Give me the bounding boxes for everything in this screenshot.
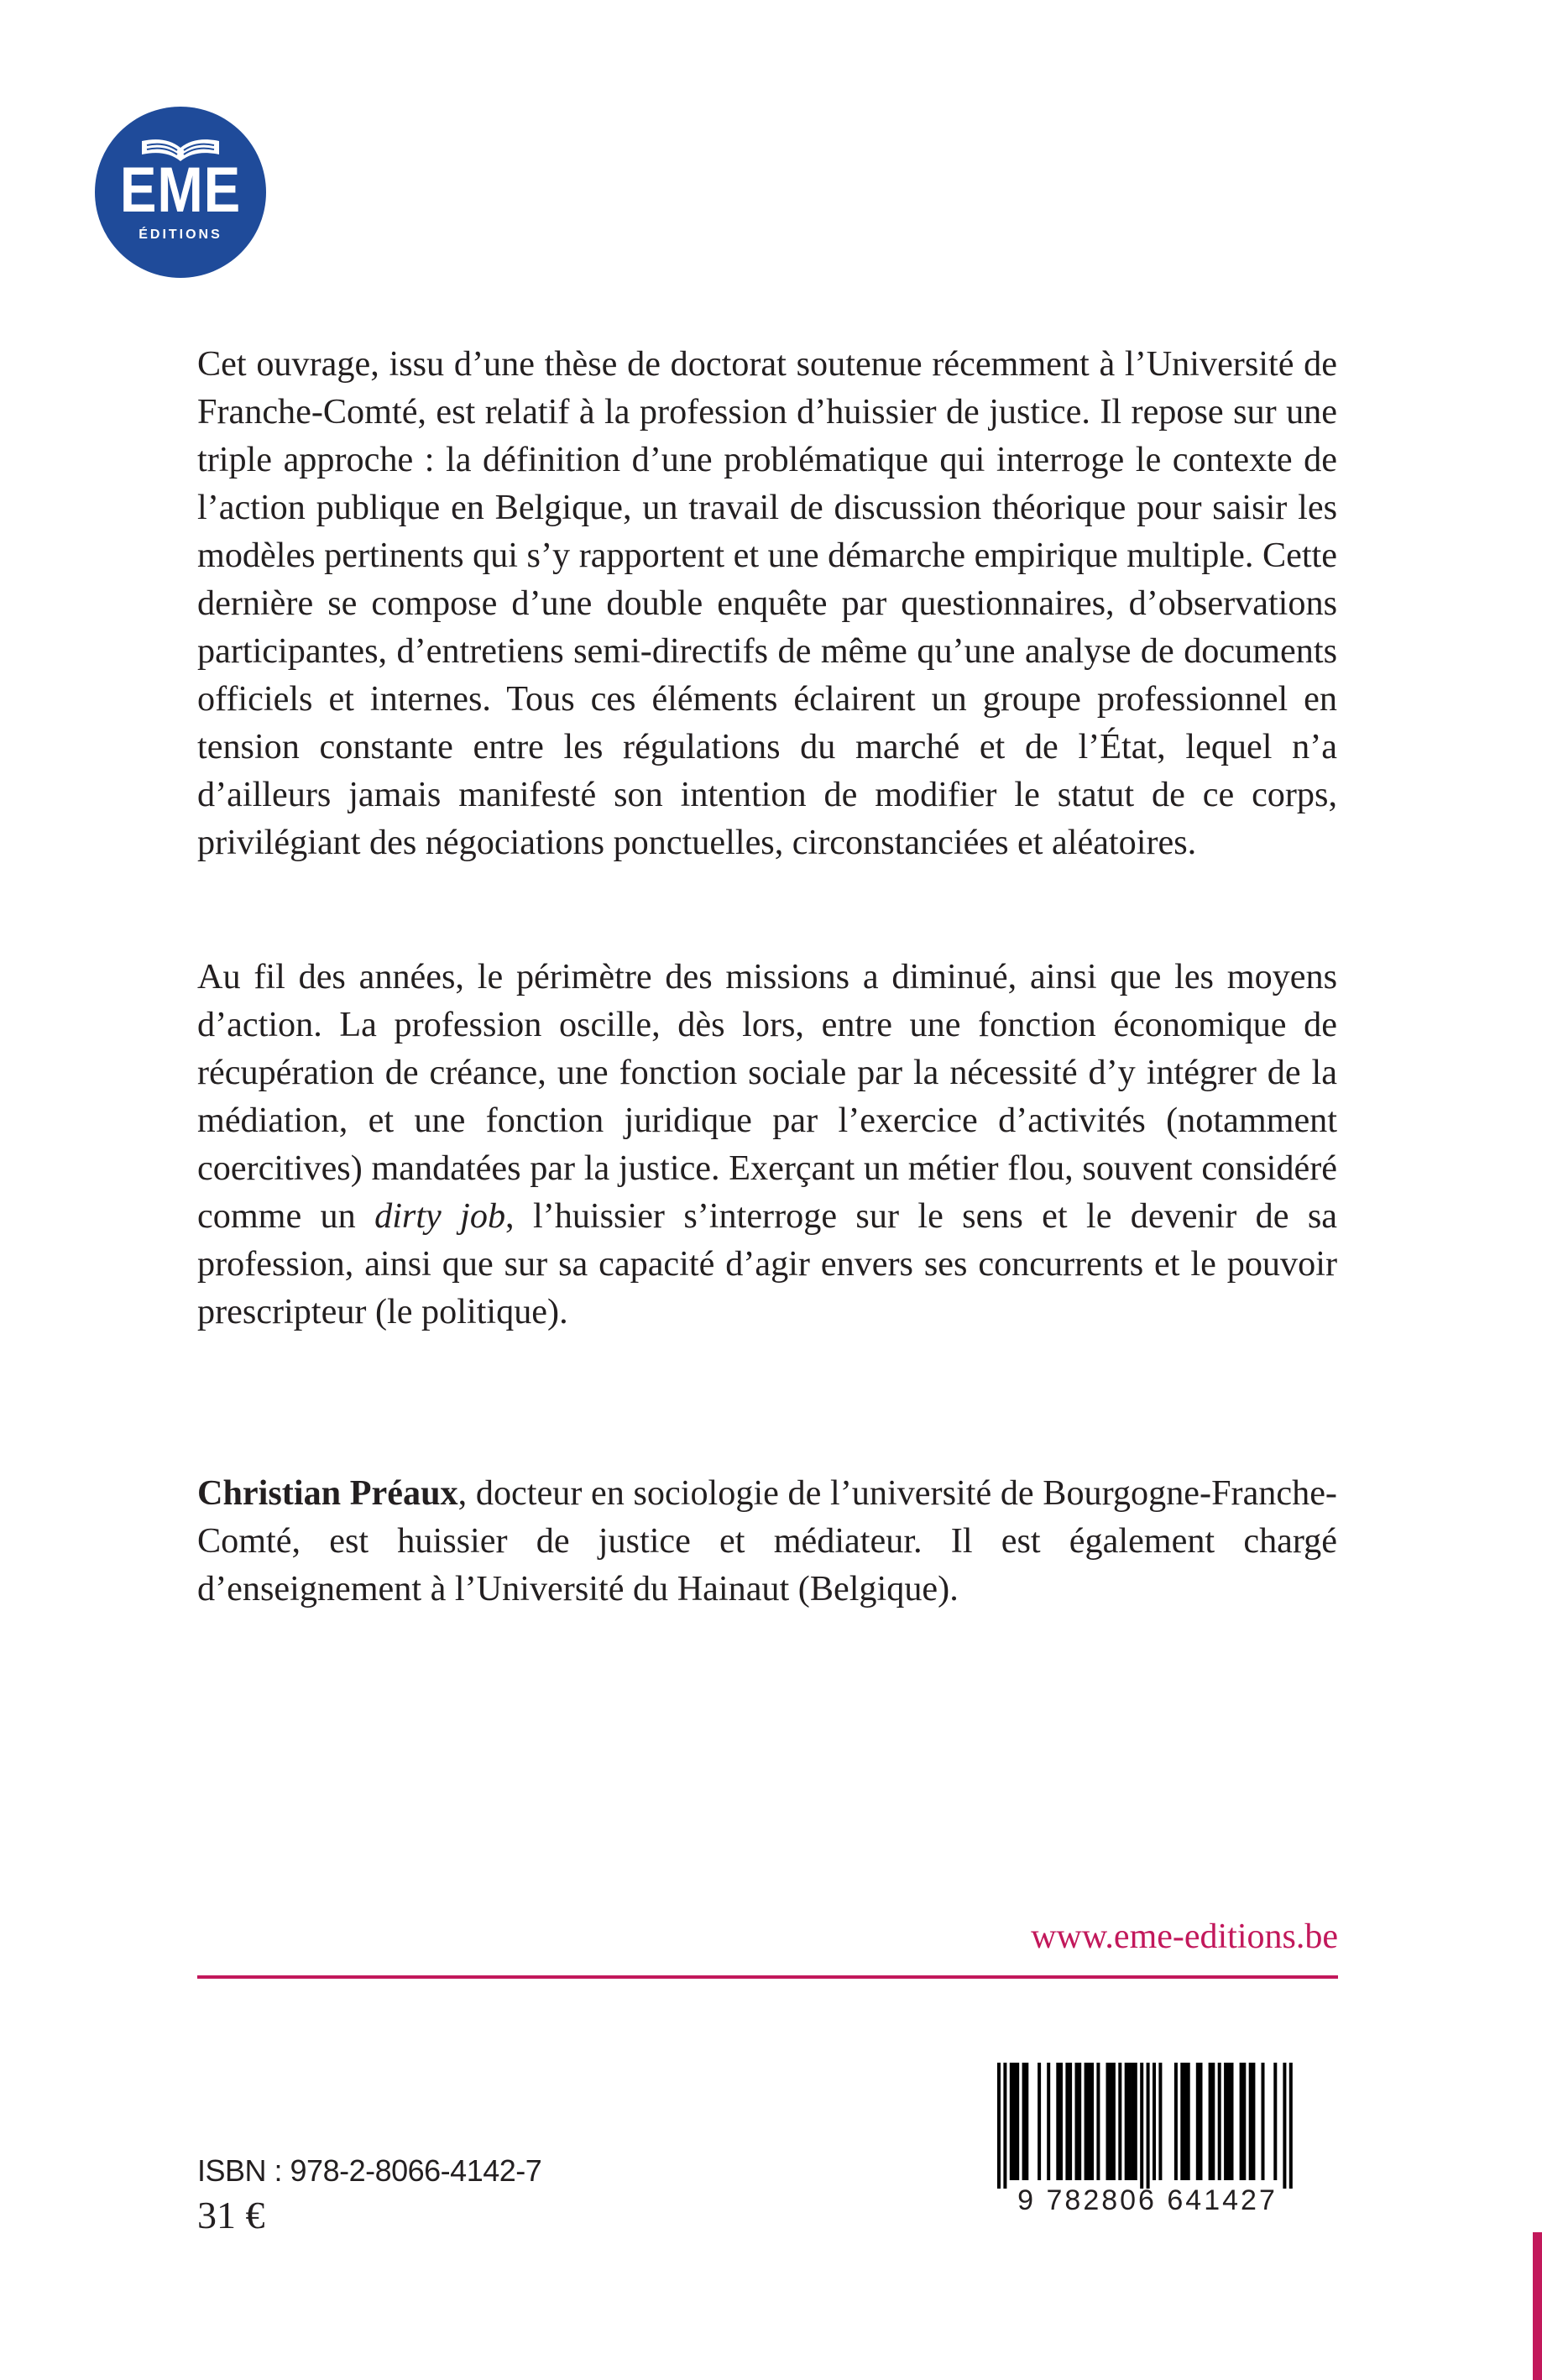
publisher-logo: [95, 107, 266, 278]
summary-paragraph-2: [197, 953, 1337, 1336]
barcode-bar: [1056, 2063, 1059, 2180]
barcode-bar: [1106, 2063, 1110, 2180]
logo-brand: EME: [119, 154, 242, 226]
barcode-bar: [1112, 2063, 1116, 2180]
barcode-bar: [1211, 2063, 1215, 2180]
barcode-bar: [1016, 2063, 1019, 2180]
barcode-bar: [1158, 2063, 1162, 2180]
barcode-bar: [1087, 2063, 1090, 2180]
barcode-bar: [1096, 2063, 1100, 2180]
barcode-bar: [1140, 2063, 1143, 2189]
barcode-bar: [1242, 2063, 1246, 2180]
barcode-bar: [1283, 2063, 1286, 2189]
barcode-bar: [1065, 2063, 1069, 2180]
barcode-bar: [1224, 2063, 1227, 2180]
barcode: [989, 2063, 1306, 2219]
barcode-bar: [1249, 2063, 1252, 2180]
spine-color-mark: [1533, 2232, 1542, 2380]
paragraph-2-text-after: , l’huissier s’interroge sur le sens et le devenir de sa profession, ainsi que sur sa capacité d’agir envers ses concurrents et le pouvoir prescripteur (le politique).: [197, 1196, 1337, 1331]
divider-rule: [197, 1975, 1338, 1979]
barcode-bar: [1187, 2063, 1190, 2180]
barcode-bar: [1010, 2063, 1013, 2180]
paragraph-2-italic-term: dirty job: [374, 1196, 506, 1236]
barcode-bar: [1262, 2063, 1265, 2180]
isbn-label: ISBN : 978-2-8066-4142-7: [197, 2153, 542, 2188]
logo-subtitle: ÉDITIONS: [139, 228, 222, 242]
barcode-digits: 9 782806 641427: [1017, 2184, 1278, 2216]
price-label: 31 €: [197, 2194, 265, 2236]
author-bio: [197, 1469, 1337, 1613]
barcode-bar: [1069, 2063, 1072, 2180]
barcode-bar: [1200, 2063, 1203, 2180]
barcode-bar: [1147, 2063, 1150, 2189]
barcode-bar: [1003, 2063, 1006, 2189]
barcode-bar: [1289, 2063, 1293, 2189]
barcode-bar: [1273, 2063, 1277, 2180]
barcode-bar: [1075, 2063, 1079, 2180]
barcode-bar: [1209, 2063, 1212, 2180]
barcode-bar: [1153, 2063, 1156, 2180]
author-bio-text: , docteur en sociologie de l’université de Bourgogne-Franche-Comté, est huissier de justice et médiateur. Il est également chargé d’enseignement à l’Université du Hainaut (Belgique).: [197, 1473, 1337, 1608]
barcode-bar: [1047, 2063, 1050, 2180]
barcode-bar: [1240, 2063, 1243, 2180]
barcode-bar: [1131, 2063, 1134, 2180]
barcode-bar: [1218, 2063, 1221, 2180]
barcode-bar: [1231, 2063, 1234, 2180]
author-name: Christian Préaux: [197, 1473, 458, 1513]
barcode-bar: [1059, 2063, 1063, 2180]
barcode-bars: [989, 2063, 1306, 2189]
paragraph-2-text-before: Au fil des années, le périmètre des missions a diminué, ainsi que les moyens d’action. La profession oscille, dès lors, entre une fonction économique de récupération de créance, une fonction sociale par la nécessité d’y intégrer de la médiation, et une fonction juridique par l’exercice d’activités (notamment coercitives) mandatées par la justice. Exerçant un métier flou, souvent considéré comme un: [197, 957, 1337, 1236]
barcode-bar: [1196, 2063, 1200, 2180]
barcode-bar: [1127, 2063, 1131, 2180]
barcode-bar: [1109, 2063, 1112, 2180]
barcode-bar: [1022, 2063, 1026, 2180]
barcode-bar: [1025, 2063, 1028, 2180]
website-link[interactable]: www.eme-editions.be: [1031, 1917, 1338, 1956]
barcode-bar: [1252, 2063, 1255, 2180]
barcode-bar: [1078, 2063, 1081, 2180]
barcode-bar: [1038, 2063, 1041, 2180]
barcode-bar: [1085, 2063, 1088, 2180]
barcode-bar: [1174, 2063, 1178, 2180]
barcode-bar: [1013, 2063, 1017, 2180]
barcode-bar: [1227, 2063, 1231, 2180]
barcode-bar: [1134, 2063, 1137, 2180]
barcode-bar: [1184, 2063, 1187, 2180]
barcode-bar: [1180, 2063, 1184, 2180]
barcode-bar: [1090, 2063, 1094, 2180]
summary-paragraph-1: Cet ouvrage, issu d’une thèse de doctorat soutenue récemment à l’Université de Franche-Comté, est relatif à la profession d’huissier de justice. Il repose sur une triple approche : la définition d’une problématique qui interroge le contexte de l’action publique en Belgique, un travail de discussion théorique pour saisir les modèles pertinents qui s’y rapportent et une démarche empirique multiple. Cette dernière se compose d’une double enquête par questionnaires, d’observations participantes, d’entretiens semi-directifs de même qu’une analyse de documents officiels et internes. Tous ces éléments éclairent un groupe professionnel en tension constante entre les régulations du marché et de l’État, lequel n’a d’ailleurs jamais manifesté son intention de modifier le statut de ce corps, privilégiant des négociations ponctuelles, circonstanciées et aléatoires.: [197, 344, 1337, 862]
barcode-bar: [1118, 2063, 1121, 2180]
barcode-bar: [997, 2063, 1001, 2189]
barcode-bar: [1125, 2063, 1128, 2180]
